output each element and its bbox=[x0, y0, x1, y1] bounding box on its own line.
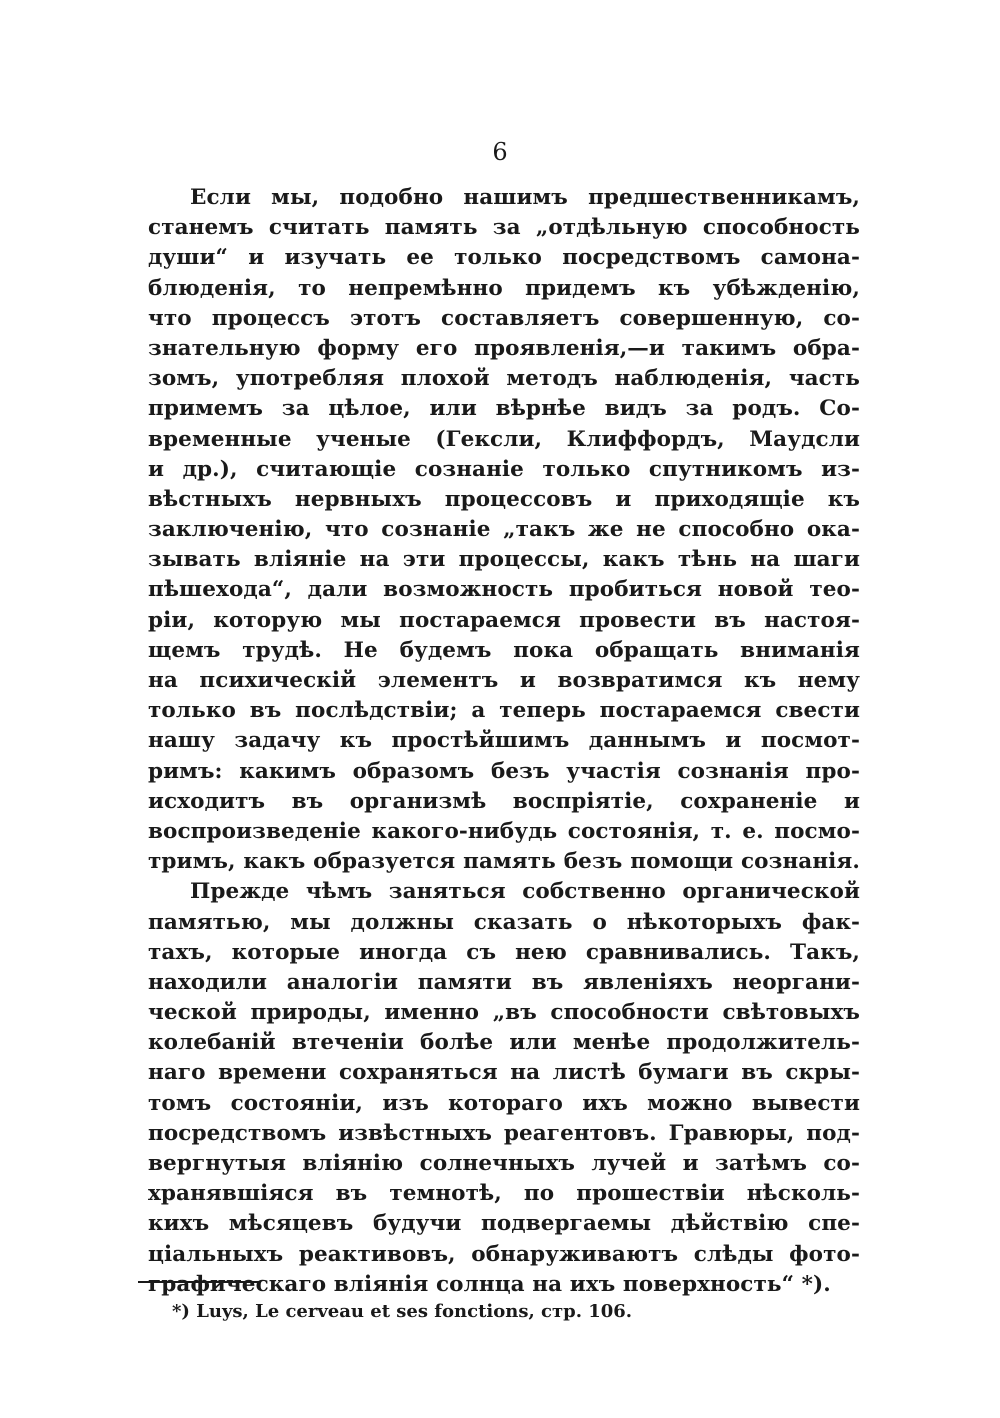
text-line: и др.), считающіе сознаніе только спутникомъ из- bbox=[148, 456, 860, 482]
text-line: колебаній втеченіи болѣе или менѣе продолжитель- bbox=[148, 1030, 860, 1056]
text-line: примемъ за цѣлое, или вѣрнѣе видъ за родъ. Со- bbox=[148, 396, 860, 422]
page-number: 6 bbox=[492, 138, 508, 166]
footnote: *) Luys, Le cerveau et ses fonctions, стр. 106. bbox=[172, 1301, 633, 1322]
text-line: станемъ считать память за „отдѣльную способность bbox=[148, 215, 860, 241]
text-line: души“ и изучать ее только посредствомъ самона- bbox=[148, 245, 860, 271]
text-line: заключенію, что сознаніе „такъ же не способно ока- bbox=[148, 517, 860, 543]
text-line: посредствомъ извѣстныхъ реагентовъ. Гравюры, под- bbox=[148, 1120, 860, 1146]
text-line: нашу задачу къ простѣйшимъ даннымъ и посмот- bbox=[148, 728, 860, 754]
text-line: воспроизведеніе какого-нибудь состоянія, т. е. посмо- bbox=[148, 818, 860, 844]
text-line: на психическій элементъ и возвратимся къ нему bbox=[148, 668, 860, 693]
text-line: вергнутыя вліянію солнечныхъ лучей и затѣмъ со- bbox=[148, 1151, 860, 1176]
text-line: тримъ, какъ образуется память безъ помощи сознанія. bbox=[148, 849, 860, 875]
text-line: кихъ мѣсяцевъ будучи подвергаемы дѣйствію спе- bbox=[148, 1211, 860, 1237]
footnote-rule bbox=[138, 1281, 260, 1283]
text-line: ціальныхъ реактивовъ, обнаруживаютъ слѣды фото- bbox=[148, 1241, 860, 1267]
paragraph-1 bbox=[148, 183, 860, 877]
text-line: Прежде чѣмъ заняться собственно органической bbox=[190, 879, 860, 905]
text-line: исходитъ въ организмѣ воспріятіе, сохраненіе и bbox=[148, 788, 860, 814]
body-text bbox=[148, 183, 860, 1300]
text-line: зывать вліяніе на эти процессы, какъ тѣнь на шаги bbox=[148, 547, 860, 573]
text-line: знательную форму его проявленія,—и такимъ обра- bbox=[148, 335, 860, 361]
text-line: памятью, мы должны сказать о нѣкоторыхъ фак- bbox=[148, 909, 860, 935]
text-line: ріи, которую мы постараемся провести въ настоя- bbox=[148, 607, 860, 633]
paragraph-2 bbox=[148, 877, 860, 1300]
text-line: пѣшехода“, дали возможность пробиться новой тео- bbox=[148, 577, 860, 603]
text-line: только въ послѣдствіи; а теперь постараемся свести bbox=[148, 698, 860, 724]
text-line: зомъ, употребляя плохой методъ наблюденія, часть bbox=[148, 366, 860, 392]
text-line: что процессъ этотъ составляетъ совершенную, со- bbox=[148, 305, 860, 331]
text-line: римъ: какимъ образомъ безъ участія сознанія про- bbox=[148, 758, 860, 784]
text-line: томъ состояніи, изъ котораго ихъ можно вывести bbox=[148, 1090, 860, 1116]
text-line: тахъ, которые иногда съ нею сравнивались. Такъ, bbox=[148, 939, 860, 965]
text-line: Если мы, подобно нашимъ предшественникамъ, bbox=[190, 185, 860, 210]
text-line: вѣстныхъ нервныхъ процессовъ и приходящіе къ bbox=[148, 486, 860, 512]
text-line: графическаго вліянія солнца на ихъ поверхность“ *). bbox=[148, 1271, 831, 1297]
text-line: щемъ трудѣ. Не будемъ пока обращать вниманія bbox=[148, 637, 860, 663]
text-line: находили аналогіи памяти въ явленіяхъ неоргани- bbox=[148, 969, 860, 995]
text-line: хранявшіяся въ темнотѣ, по прошествіи нѣсколь- bbox=[148, 1181, 860, 1207]
text-line: ческой природы, именно „въ способности свѣтовыхъ bbox=[148, 1000, 860, 1026]
text-line: блюденія, то непремѣнно придемъ къ убѣжденію, bbox=[148, 275, 860, 301]
text-line: наго времени сохраняться на листѣ бумаги въ скры- bbox=[148, 1060, 860, 1086]
text-line: временные ученые (Гексли, Клиффордъ, Маудсли bbox=[148, 426, 860, 452]
